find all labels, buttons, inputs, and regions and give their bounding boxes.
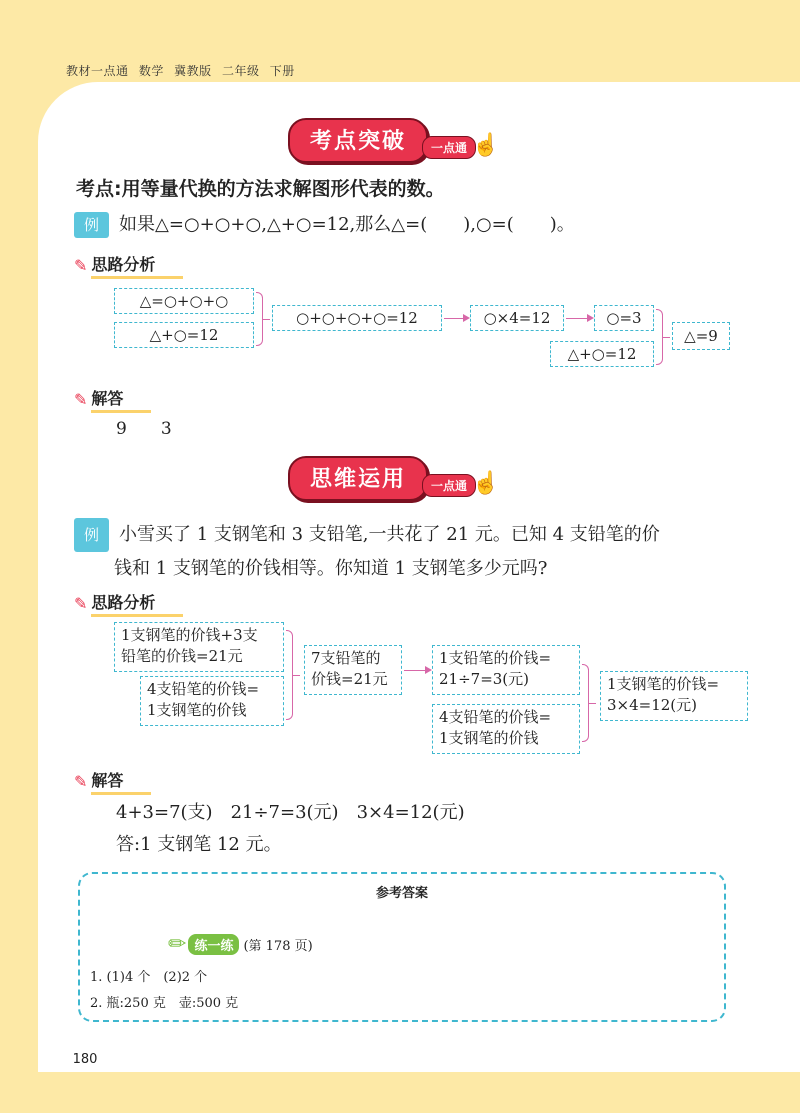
page-header: 教材一点通 数学 冀教版 二年级 下册 bbox=[66, 64, 295, 78]
section-badge: 一点通 bbox=[422, 136, 476, 159]
flow2-box-2 bbox=[140, 676, 284, 726]
flow2-box-6 bbox=[600, 671, 748, 721]
flow1-box-1: △=○+○+○ bbox=[114, 288, 254, 314]
analysis-label: 思路分析 bbox=[91, 252, 183, 279]
answer2-line1: 4+3=7(支) 21÷7=3(元) 3×4=12(元) bbox=[116, 802, 465, 823]
pencil-icon: ✏ bbox=[168, 932, 187, 957]
answer-heading-1 bbox=[74, 386, 151, 413]
pencil-icon: ✎ bbox=[74, 256, 88, 275]
reference-answer-panel bbox=[78, 872, 726, 1022]
flow2-box-6-line1: 1支钢笔的价钱= bbox=[607, 675, 720, 693]
answer1-text: 9 3 bbox=[116, 419, 172, 439]
flow1-brace-1 bbox=[256, 292, 263, 346]
flow2-box-6-line2: 3×4=12(元) bbox=[607, 696, 698, 714]
pencil-icon: ✎ bbox=[74, 390, 88, 409]
kaodian-statement: 考点:用等量代换的方法求解图形代表的数。 bbox=[76, 178, 445, 200]
example2-line2: 钱和 1 支钢笔的价钱相等。你知道 1 支钢笔多少元吗? bbox=[114, 558, 548, 579]
flow2-box-5-line2: 1支钢笔的价钱 bbox=[439, 729, 539, 747]
flow2-box-3-line2: 价钱=21元 bbox=[311, 670, 388, 688]
analysis-heading-2 bbox=[74, 590, 183, 617]
flow1-box-7: △=9 bbox=[672, 322, 730, 350]
flow2-box-4-line1: 1支铅笔的价钱= bbox=[439, 649, 552, 667]
example-tag: 例 bbox=[74, 518, 109, 552]
flow2-brace-1 bbox=[286, 630, 293, 720]
flow2-box-1 bbox=[114, 622, 284, 672]
flow1-arrow-1 bbox=[444, 318, 468, 319]
answer-heading-2 bbox=[74, 768, 151, 795]
flow1-arrow-2 bbox=[566, 318, 592, 319]
analysis-label: 思路分析 bbox=[91, 590, 183, 617]
pencil-icon: ✎ bbox=[74, 772, 88, 791]
answer-label: 解答 bbox=[91, 768, 151, 795]
flow2-box-3 bbox=[304, 645, 402, 695]
page-number: 180 bbox=[62, 1050, 108, 1070]
flow1-brace-2 bbox=[656, 309, 663, 365]
example-tag: 例 bbox=[74, 212, 109, 238]
example1 bbox=[74, 212, 575, 238]
flow2-arrow-1 bbox=[404, 670, 430, 671]
section-title-kaodian bbox=[288, 118, 499, 163]
pencil-icon: ✎ bbox=[74, 594, 88, 613]
flow1-box-2: △+○=12 bbox=[114, 322, 254, 348]
section-title-text: 考点突破 bbox=[288, 118, 428, 163]
analysis-heading-1 bbox=[74, 252, 183, 279]
example1-text: 如果△=○+○+○,△+○=12,那么△=( ),○=( )。 bbox=[119, 214, 575, 235]
flow2-box-1-line2: 铅笔的价钱=21元 bbox=[121, 647, 243, 665]
flow2-box-4-line2: 21÷7=3(元) bbox=[439, 670, 530, 688]
answer-label: 解答 bbox=[91, 386, 151, 413]
answer2-line2: 答:1 支钢笔 12 元。 bbox=[116, 834, 282, 855]
flow2-box-4 bbox=[432, 645, 580, 695]
flow2-box-3-line1: 7支铅笔的 bbox=[311, 649, 381, 667]
flow1-box-5: ○=3 bbox=[594, 305, 654, 331]
flow1-box-4: ○×4=12 bbox=[470, 305, 564, 331]
example2-line1: 小雪买了 1 支钢笔和 3 支铅笔,一共花了 21 元。已知 4 支铅笔的价 bbox=[119, 524, 660, 545]
section-title-text: 思维运用 bbox=[288, 456, 428, 501]
section-title-siwei bbox=[288, 456, 499, 501]
flow2-box-5-line1: 4支铅笔的价钱= bbox=[439, 708, 552, 726]
flow2-box-2-line2: 1支钢笔的价钱 bbox=[147, 701, 247, 719]
flow2-box-5 bbox=[432, 704, 580, 754]
practice-heading bbox=[168, 932, 313, 957]
flow1-box-6: △+○=12 bbox=[550, 341, 654, 367]
practice-page: (第 178 页) bbox=[243, 939, 313, 954]
flow2-brace-2 bbox=[582, 664, 589, 742]
flow2-box-1-line1: 1支钢笔的价钱+3支 bbox=[121, 626, 258, 644]
reference-answer-title: 参考答案 bbox=[375, 886, 428, 901]
pointing-hand-icon: ☝ bbox=[472, 471, 500, 496]
example2 bbox=[74, 518, 660, 586]
section-badge: 一点通 bbox=[422, 474, 476, 497]
flow2-box-2-line1: 4支铅笔的价钱= bbox=[147, 680, 260, 698]
pointing-hand-icon: ☝ bbox=[472, 133, 500, 158]
reference-answer-line-1: 1. (1)4 个 (2)2 个 bbox=[90, 970, 208, 985]
reference-answer-line-2: 2. 瓶:250 克 壶:500 克 bbox=[90, 996, 239, 1011]
flow1-box-3: ○+○+○+○=12 bbox=[272, 305, 442, 331]
practice-label: 练一练 bbox=[188, 934, 239, 955]
